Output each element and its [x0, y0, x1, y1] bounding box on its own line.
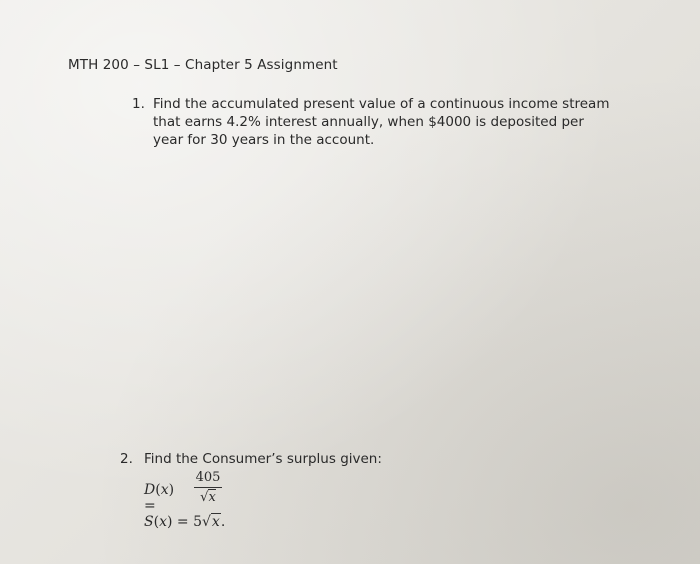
- demand-lhs: D(x) =: [144, 482, 175, 514]
- demand-numerator: 405: [195, 470, 221, 485]
- supply-var: x: [159, 514, 167, 530]
- demand-denominator-var: x: [208, 490, 216, 505]
- supply-equation: S(x) = 5√x.: [144, 514, 226, 530]
- demand-fn: D: [144, 482, 156, 498]
- question-2-number: 2.: [120, 451, 133, 467]
- supply-coefficient: 5: [193, 514, 202, 530]
- demand-fraction: [194, 470, 222, 506]
- demand-var: x: [160, 482, 169, 498]
- supply-trailing: .: [220, 514, 226, 530]
- question-1: [132, 95, 612, 149]
- question-1-text: Find the accumulated present value of a continuous income stream that earns 4.2% interest annually, when $4000 is deposited per year for 30 years in the account.: [153, 96, 610, 148]
- question-2-text: Find the Consumer’s surplus given:: [144, 451, 382, 467]
- demand-denominator: √x: [200, 490, 216, 505]
- question-1-number: 1.: [132, 96, 145, 112]
- page-title: MTH 200 – SL1 – Chapter 5 Assignment: [68, 57, 338, 73]
- fraction-bar: [194, 487, 222, 488]
- supply-fn: S: [144, 514, 154, 530]
- supply-radicand: x: [211, 514, 220, 530]
